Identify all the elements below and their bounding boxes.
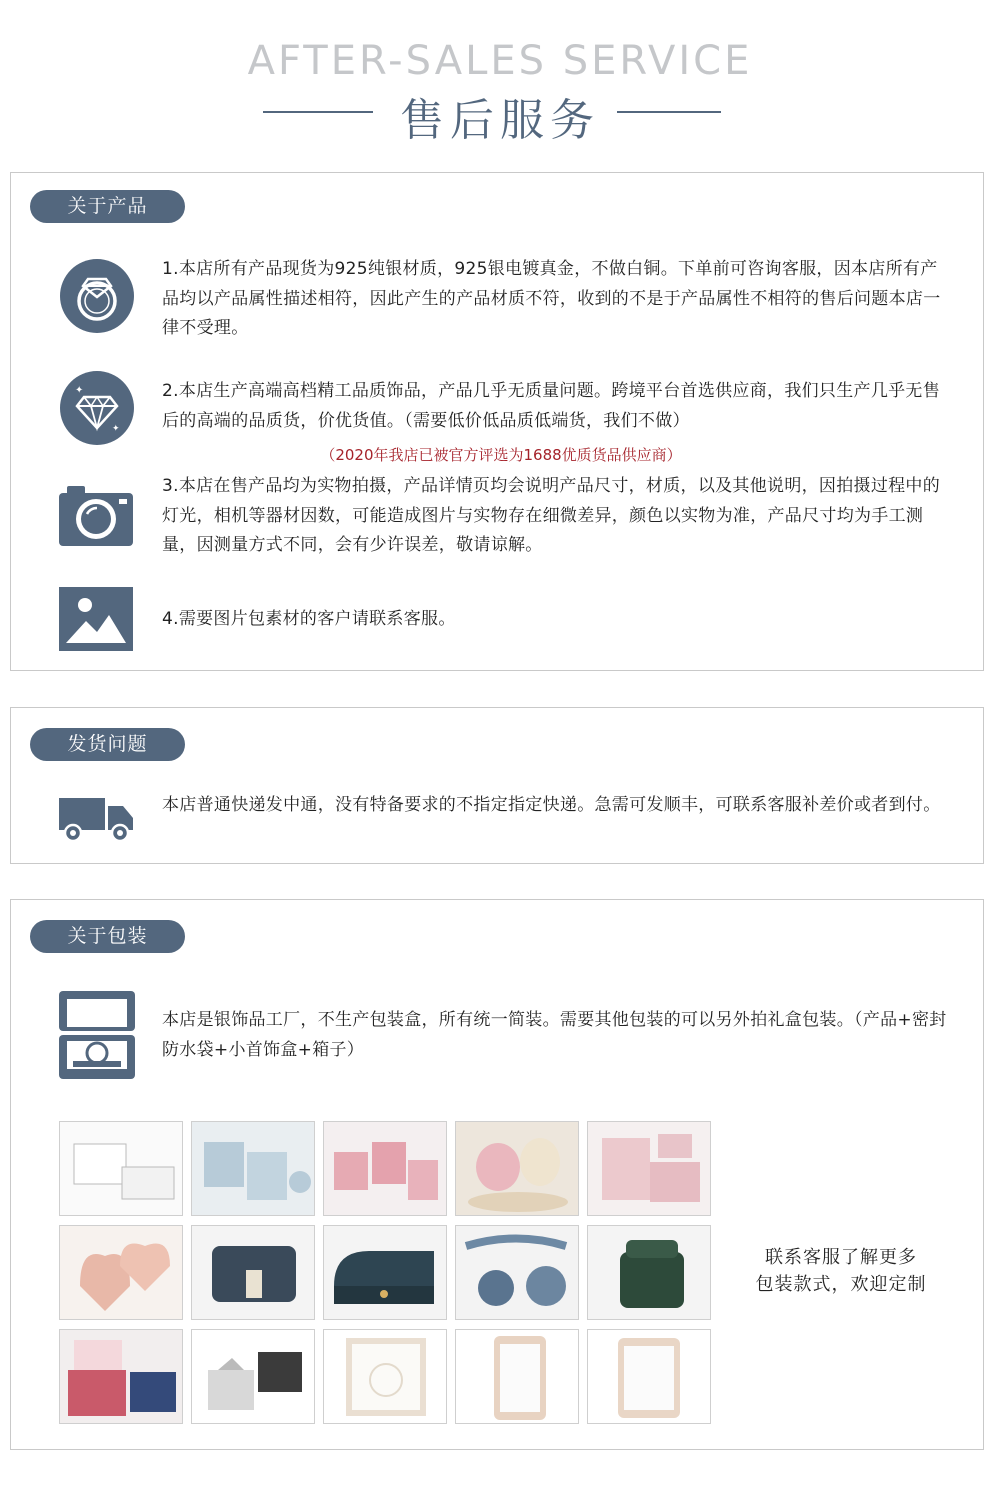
package-photo <box>191 1121 315 1216</box>
header-title-cn: 售后服务 <box>400 95 600 146</box>
package-photo <box>455 1121 579 1216</box>
packaging-panel <box>10 899 984 1450</box>
svg-text:✦: ✦ <box>112 424 120 434</box>
package-photo <box>455 1329 579 1424</box>
product-item-4: 4.需要图片包素材的客户请联系客服。 <box>162 609 456 629</box>
shipping-section-title: 发货问题 <box>30 728 185 761</box>
package-photo <box>587 1329 711 1424</box>
package-photo <box>455 1225 579 1320</box>
package-photo <box>587 1225 711 1320</box>
svg-text:✦: ✦ <box>75 385 84 396</box>
package-photo <box>59 1329 183 1424</box>
product-item-3: 3.本店在售产品均为实物拍摄，产品详情页均会说明产品尺寸，材质，以及其他说明，因拍摄过程中的灯光，相机等器材因数，可能造成图片与实物存在细微差异，颜色以实物为准，产品尺寸均为手工测量，因测量方式不同，会有少许误差，敬请谅解。 <box>162 476 941 555</box>
supplier-note: （2020年我店已被官方评选为1688优质货品供应商） <box>320 446 682 464</box>
package-photo <box>191 1329 315 1424</box>
product-panel <box>10 172 984 671</box>
product-item-2: 2.本店生产高端高档精工品质饰品，产品几乎无质量问题。跨境平台首选供应商，我们只生产几乎无售后的高端的品质货，价优货值。（需要低价低品质低端货，我们不做） <box>162 381 941 431</box>
shipping-text: 本店普通快递发中通，没有特备要求的不指定指定快递。急需可发顺丰，可联系客服补差价或者到付。 <box>162 795 941 815</box>
package-photo <box>59 1121 183 1216</box>
packaging-text: 本店是银饰品工厂，不生产包装盒，所有统一简装。需要其他包装的可以另外拍礼盒包装。（产品+密封防水袋+小首饰盒+箱子） <box>162 1010 947 1060</box>
package-photo <box>323 1121 447 1216</box>
packaging-contact-line2: 包装款式，欢迎定制 <box>755 1274 927 1295</box>
product-section-title: 关于产品 <box>30 190 185 223</box>
package-photo <box>587 1121 711 1216</box>
package-photo <box>59 1225 183 1320</box>
camera-icon <box>59 484 133 550</box>
product-item-1: 1.本店所有产品现货为925纯银材质，925银电镀真金，不做白铜。下单前可咨询客服，因本店所有产品均以产品属性描述相符，因此产生的产品材质不符，收到的不是于产品属性不相符的售后问题本店一律不受理。 <box>162 259 941 338</box>
package-photo <box>323 1225 447 1320</box>
jewelry-box-icon <box>59 991 135 1083</box>
header-divider-right <box>617 111 721 113</box>
package-photo <box>323 1329 447 1424</box>
packaging-contact-line1: 联系客服了解更多 <box>765 1247 917 1268</box>
ring-icon <box>60 259 134 337</box>
package-photo <box>191 1225 315 1320</box>
packaging-contact <box>741 1244 941 1298</box>
truck-icon <box>59 798 135 846</box>
image-icon <box>59 587 133 655</box>
packaging-section-title: 关于包装 <box>30 920 185 953</box>
diamond-icon <box>60 371 134 449</box>
header-title-en: AFTER-SALES SERVICE <box>247 38 753 84</box>
shipping-panel <box>10 707 984 864</box>
